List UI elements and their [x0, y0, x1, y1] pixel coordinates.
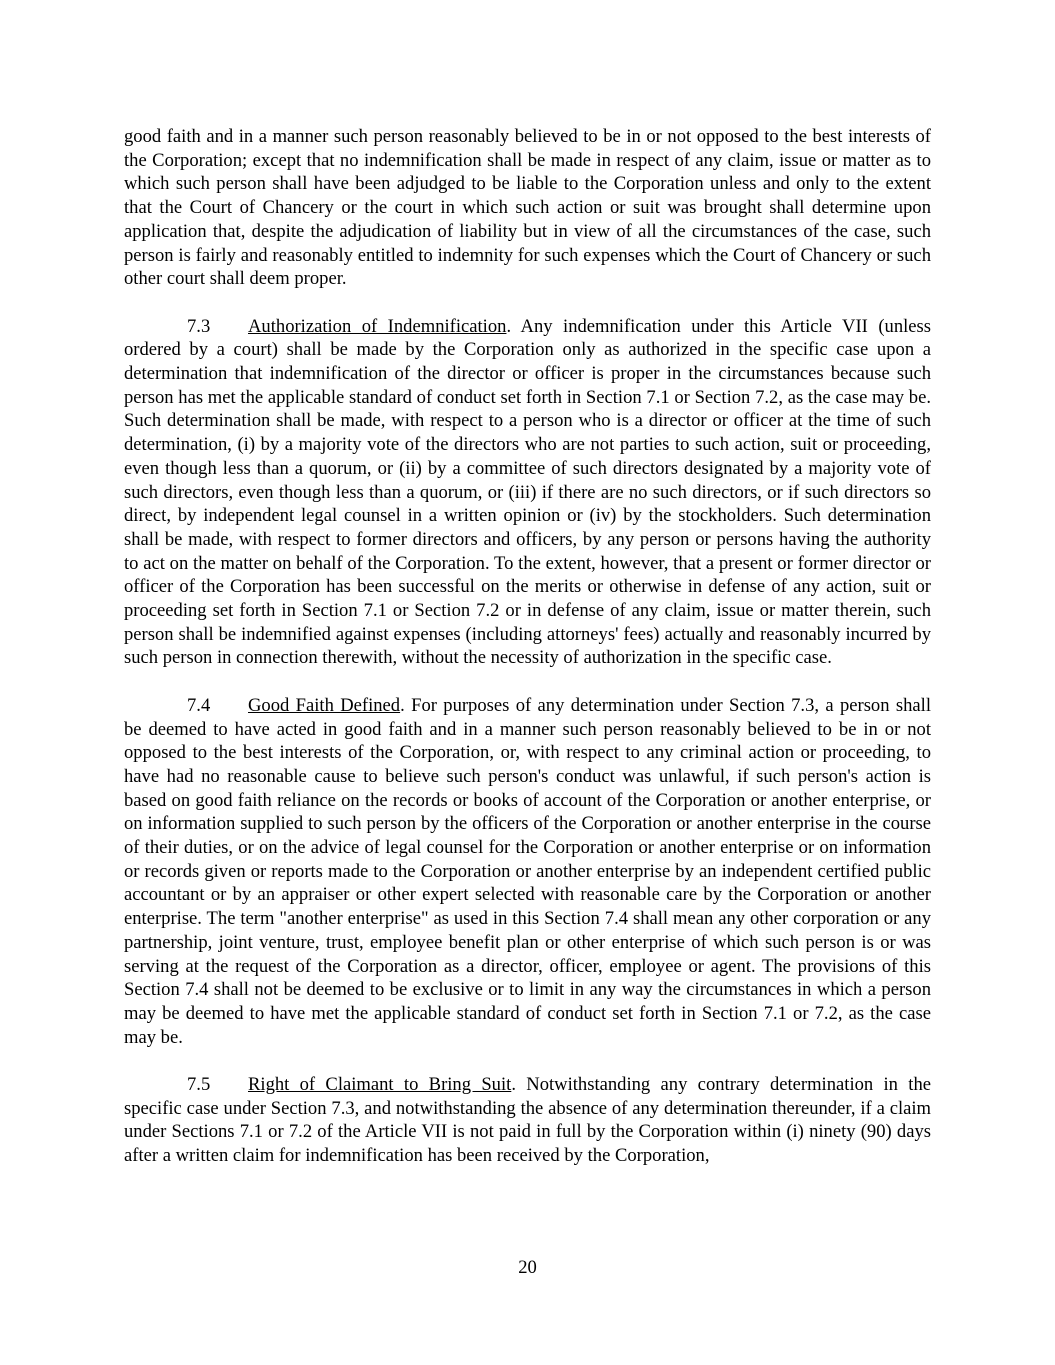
section-number: 7.4	[187, 694, 211, 716]
section-heading: Right of Claimant to Bring Suit	[248, 1074, 512, 1096]
paragraph-text: good faith and in a manner such person reasonably believed to be in or not opposed to the best interests of the Corporation; except that no indemnification shall be made in respect of any claim, issue or matter as to which such person shall have been adjudged to be liable to the Corporation unless and only to the extent that the Court of Chancery or the court in which such action or suit was brought shall determine upon application that, despite the adjudication of liability but in view of all the circumstances of the case, such person is fairly and reasonably entitled to indemnity for such expenses which the Court of Chancery or such other court shall deem proper.	[124, 126, 931, 290]
page-number: 20	[518, 1257, 537, 1278]
section-7-3	[124, 315, 931, 671]
section-7-5	[124, 1073, 931, 1168]
section-number: 7.3	[187, 315, 211, 337]
section-heading: Authorization of Indemnification	[248, 315, 507, 337]
paragraph-continuation	[124, 125, 931, 291]
section-text: . For purposes of any determination under Section 7.3, a person shall be deemed to have acted in good faith and in a manner such person reasonably believed to be in or not opposed to the best interests of the Corporation, or, with respect to any criminal action or proceeding, to have had no reasonable cause to believe such person's conduct was unlawful, if such person's action is based on good faith reliance on the records or books of account of the Corporation or another enterprise, or on information supplied to such person by the officers of the Corporation or another enterprise in the course of their duties, or on the advice of legal counsel for the Corporation or another enterprise or on information or records given or reports made to the Corporation or another enterprise by an independent certified public accountant or by an appraiser or other expert selected with reasonable care by the Corporation or another enterprise. The term "another enterprise" as used in this Section 7.4 shall mean any other corporation or any partnership, joint venture, trust, employee benefit plan or other enterprise of which such person is or was serving at the request of the Corporation as a director, officer, employee or agent. The provisions of this Section 7.4 shall not be deemed to be exclusive or to limit in any way the circumstances in which a person may be deemed to have met the applicable standard of conduct set forth in Section 7.1 or 7.2, as the case may be.	[124, 694, 931, 1048]
document-page	[124, 125, 931, 1192]
section-text: . Any indemnification under this Article VII (unless ordered by a court) shall be made by the Corporation only as authorized in the specific case upon a determination that indemnification of the director or officer is proper in the circumstances because such person has met the applicable standard of conduct set forth in Section 7.1 or Section 7.2, as the case may be. Such determination shall be made, with respect to a person who is a director or officer at the time of such determination, (i) by a majority vote of the directors who are not parties to such action, suit or proceeding, even though less than a quorum, or (ii) by a committee of such directors designated by a majority vote of such directors, even though less than a quorum, or (iii) if there are no such directors, or if such directors so direct, by independent legal counsel in a written opinion or (iv) by the stockholders. Such determination shall be made, with respect to former directors and officers, by any person or persons having the authority to act on the matter on behalf of the Corporation. To the extent, however, that a present or former director or officer of the Corporation has been successful on the merits or otherwise in defense of any action, suit or proceeding set forth in Section 7.1 or Section 7.2 or in defense of any claim, issue or matter therein, such person shall be indemnified against expenses (including attorneys' fees) actually and reasonably incurred by such person in connection therewith, without the necessity of authorization in the specific case.	[124, 315, 932, 669]
section-7-4	[124, 694, 931, 1050]
section-heading: Good Faith Defined	[248, 694, 401, 716]
section-number: 7.5	[187, 1074, 211, 1096]
section-text: . Notwithstanding any contrary determination in the specific case under Section 7.3, and notwithstanding the absence of any determination thereunder, if a claim under Sections 7.1 or 7.2 of the Article VII is not paid in full by the Corporation within (i) ninety (90) days after a written claim for indemnification has been received by the Corporation,	[124, 1074, 931, 1167]
